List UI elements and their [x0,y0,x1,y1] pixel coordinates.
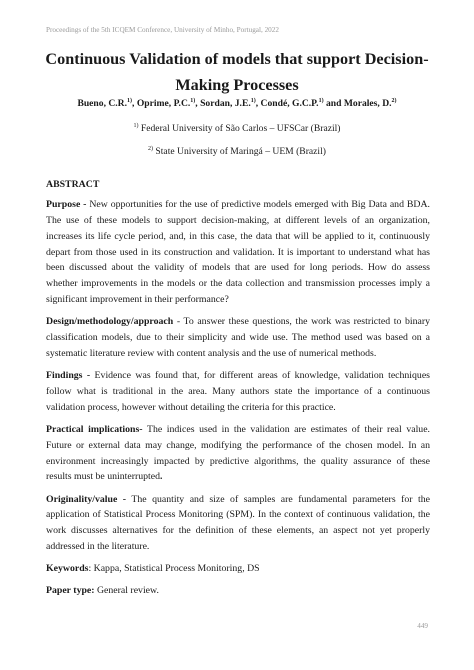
author-separator: , [132,98,137,109]
author-affiliation-mark: 1) [127,98,133,104]
paper-type-text: General review. [94,585,159,597]
author-separator: , [255,98,261,109]
author-name: Morales, D. [343,98,392,109]
design-paragraph [46,314,430,362]
paper-title: Continuous Validation of models that support Decision-Making Processes [45,50,429,94]
findings-text: Evidence was found that, for different areas of knowledge, validation techniques follow what is traditional in the area. Many authors state the importance of a continuous validation process, however without detailing the criteria for this practice. [46,370,430,413]
page-number: 449 [417,622,428,630]
purpose-label: Purpose - [46,199,87,210]
affiliation-mark: 2) [148,146,154,152]
originality-text: The quantity and size of samples are fundamental parameters for the application of Statistical Process Monitoring (SPM). In the context of continuous validation, the work discusses alternatives for the definition of these elements, an aspect not yet properly addressed in the literature. [46,493,430,553]
keywords-text: : Kappa, Statistical Process Monitoring, DS [88,563,260,575]
affiliation-text: State University of Maringá – UEM (Brazil) [153,146,326,157]
practical-end-mark: . [160,471,163,483]
affiliation-2 [40,146,434,157]
author-name: Condé, G.C.P. [260,98,319,109]
paper-type-paragraph [46,583,430,599]
running-head: Proceedings of the 5th ICQEM Conference, University of Minho, Portugal, 2022 [46,26,279,34]
paper-type-label: Paper type: [46,585,95,597]
practical-label: Practical implications- [46,423,143,435]
purpose-paragraph [46,197,430,308]
author-affiliation-mark: 1) [250,98,256,104]
design-label: Design/methodology/approach [46,316,174,328]
affiliation-text: Federal University of São Carlos – UFSCar (Brazil) [138,123,341,134]
findings-paragraph [46,368,430,416]
author-name: Bueno, C.R. [77,98,128,109]
author-separator: and [323,98,344,109]
originality-label: Originality/value - [46,493,127,505]
keywords-label: Keywords [46,563,89,575]
author-affiliation-mark: 2) [391,98,397,104]
author-name: Oprime, P.C. [136,98,191,109]
author-separator: , [195,98,201,109]
author-affiliation-mark: 1) [318,98,324,104]
practical-text: The indices used in the validation are estimates of their real value. Future or external data may change, modifying the performance of the chosen model. In an environment increasingly impacted by predictive algorithms, the quality assurance of these results must be uninterrupted [46,423,430,483]
abstract-heading: ABSTRACT [46,179,100,190]
originality-paragraph [46,492,430,555]
findings-label: Findings - [46,370,91,382]
affiliation-mark: 1) [133,123,139,129]
author-list [40,98,434,109]
affiliation-1 [40,123,434,134]
design-text: - To answer these questions, the work was restricted to binary classification models, due to their simplicity and wide use. The method used was based on a systematic literature review with content analysis and the use of numerical methods. [46,316,430,359]
keywords-paragraph [46,561,430,577]
purpose-text: New opportunities for the use of predictive models emerged with Big Data and BDA. The use of these models to support decision-making, at different levels of an organization, increases its life cycle period, and, in this case, the data that will be applied to it, continuously depart from those used in its construction and validation. It is important to understand what has been discussed about the validity of models that are used for long periods. How do assess whether improvements in the models or the data collection and transmission processes imply a significant improvement in their performance? [46,199,430,306]
abstract-body [46,197,430,605]
practical-paragraph [46,422,430,485]
author-affiliation-mark: 1) [190,98,196,104]
author-name: Sordan, J.E. [200,98,251,109]
